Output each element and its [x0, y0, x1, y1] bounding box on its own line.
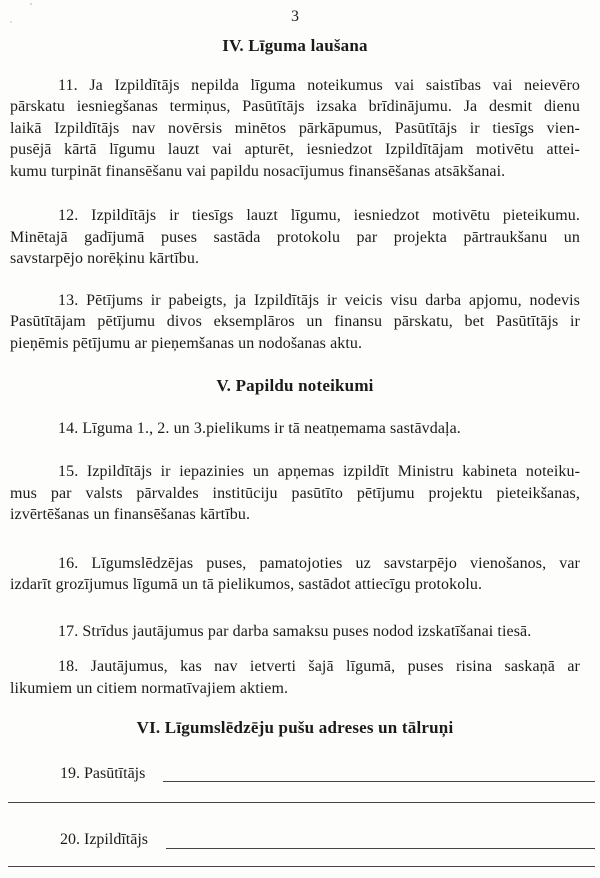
clause-line: 16. Līgumslēdzējas puses, pamatojoties uz savstarpējo vienošanos, var	[58, 554, 580, 572]
clause-line: 18. Jautājumus, kas nav ietverti šajā līgumā, puses risina saskaņā ar	[58, 658, 580, 675]
clause-line: 17. Strīdus jautājumus par darba samaksu puses nodod izskatīšanai tiesā.	[58, 622, 532, 640]
clause-line: pieņēmis pētījumu ar pieņemšanas un nodošanas aktu.	[10, 334, 363, 352]
clause-15	[10, 461, 580, 526]
clause-line: 13. Pētījums ir pabeigts, ja Izpildītājs ir veicis visu darba apjomu, nodevis	[58, 291, 580, 309]
clause-14	[10, 418, 580, 440]
blank-fill-line	[163, 763, 595, 783]
section-heading-vi: VI. Līgumslēdzēju pušu adreses un tālruņi	[136, 718, 454, 737]
clause-12	[10, 205, 580, 270]
document-body	[10, 35, 580, 867]
fill-in-label: 19. Pasūtītājs	[60, 764, 146, 782]
clause-line: kumu turpināt finansēšanu vai papildu nosacījumus finansēšanas atsākšanai.	[10, 162, 506, 180]
clause-line: pusējā kārtā līgumu lauzt vai apturēt, iesniedzot Izpildītājam motivētu attei-	[10, 141, 580, 158]
page-content	[10, 6, 580, 867]
section-heading-iv: IV. Līguma laušana	[222, 36, 368, 55]
clause-18	[10, 656, 580, 699]
clause-line: 14. Līguma 1., 2. un 3.pielikums ir tā neatņemama sastāvdaļa.	[58, 419, 461, 437]
clause-line: izvērtēšanas un finansēšanas kārtību.	[10, 506, 251, 523]
clause-line: pārskatu iesniegšanas termiņus, Pasūtītājs izsaka brīdinājumu. Ja desmit dienu	[10, 98, 580, 115]
clause-line: Minētajā gadījumā puses sastāda protokolu par projekta pārtraukšanu un	[10, 228, 580, 246]
clause-line: 12. Izpildītājs ir tiesīgs lauzt līgumu, iesniedzot motivētu pieteikumu.	[58, 207, 580, 224]
clause-16	[10, 553, 580, 596]
fill-in-pasutitajs	[10, 763, 580, 785]
clause-line: mus par valsts pārvaldes institūciju pasūtīto pētījumu projektu pieteikšanas,	[10, 484, 580, 502]
section-heading-v: V. Papildu noteikumi	[216, 376, 374, 395]
fill-in-label: 20. Izpildītājs	[60, 831, 148, 848]
clause-13	[10, 290, 580, 355]
clause-line: izdarīt grozījumus līgumā un tā pielikumos, sastādot attiecīgu protokolu.	[10, 576, 483, 593]
clause-line: Pasūtītājam pētījumu divos eksemplāros un finansu pārskatu, bet Pasūtītājs ir	[10, 313, 580, 330]
clause-line: likumiem un citiem normatīvajiem aktiem.	[10, 679, 289, 697]
blank-rule-1	[8, 802, 595, 803]
page-number: 3	[291, 8, 299, 25]
blank-rule-2	[8, 866, 595, 867]
clause-17	[10, 621, 580, 643]
blank-fill-line	[166, 829, 595, 849]
clause-line: laikā Izpildītājs nav novērsis minētos pārkāpumus, Pasūtītājs ir tiesīgs vien-	[10, 119, 580, 137]
fill-in-izpilditajs	[10, 829, 580, 851]
scan-artifact	[30, 3, 32, 5]
clause-line: 15. Izpildītājs ir iepazinies un apņemas izpildīt Ministru kabineta noteiku-	[58, 463, 580, 480]
clause-11	[10, 75, 580, 183]
clause-line: 11. Ja Izpildītājs nepilda līguma noteikumus vai saistības vai neievēro	[58, 76, 580, 94]
clause-line: savstarpējo norēķinu kārtību.	[10, 250, 200, 267]
